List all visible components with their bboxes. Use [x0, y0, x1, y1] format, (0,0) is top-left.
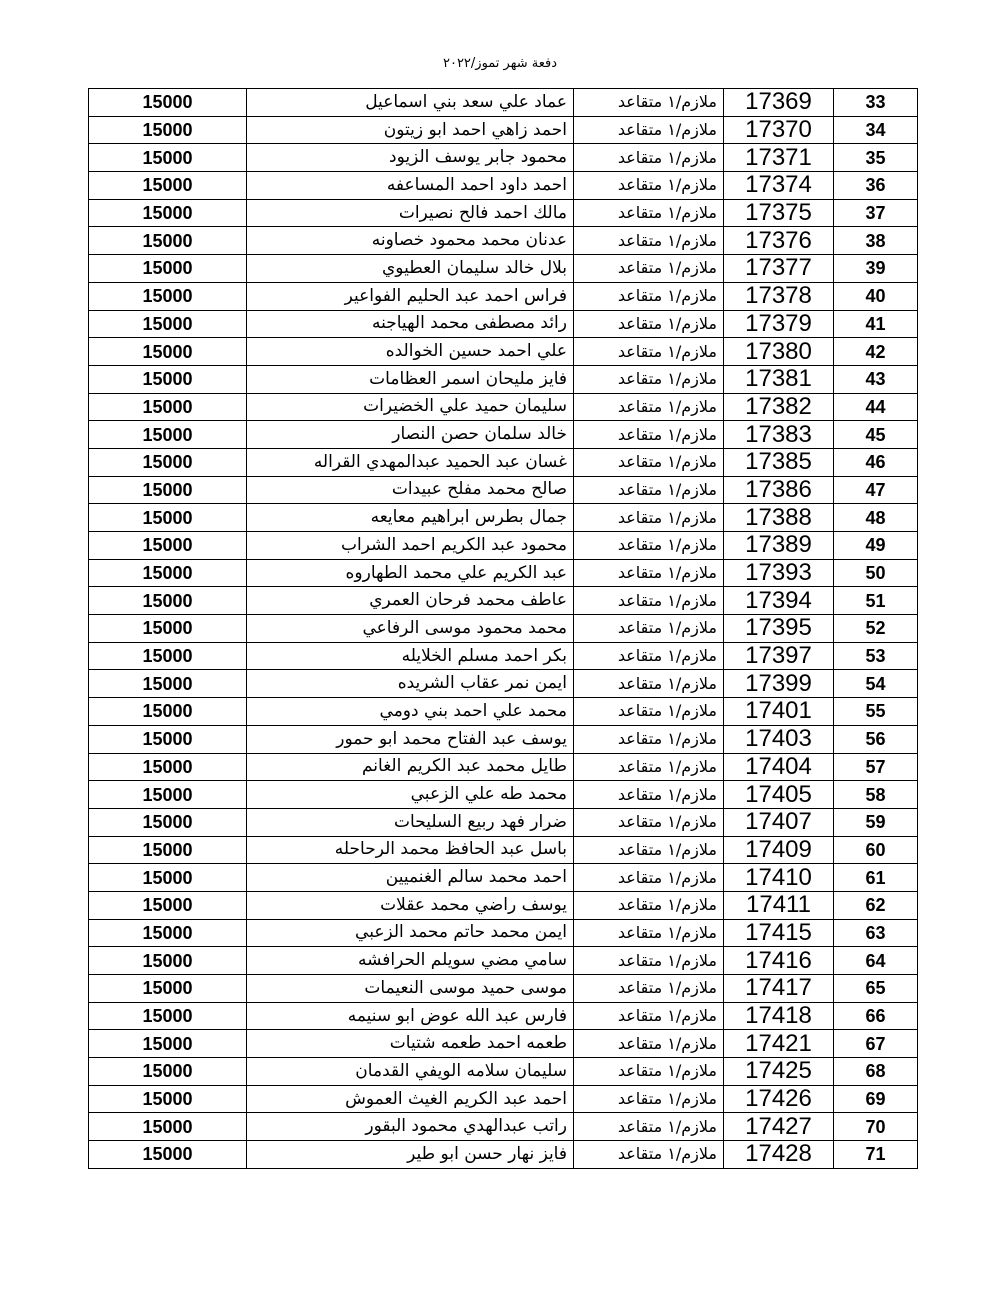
table-row [89, 919, 918, 947]
row-number-cell: 58 [834, 781, 918, 809]
full-name-cell: احمد محمد سالم الغنميين [247, 864, 574, 892]
full-name-cell: ايمن نمر عقاب الشريده [247, 670, 574, 698]
full-name-cell: احمد داود احمد المساعفه [247, 172, 574, 200]
rank-cell: ملازم/١ متقاعد [574, 116, 724, 144]
table-row [89, 476, 918, 504]
row-number-cell: 67 [834, 1030, 918, 1058]
rank-cell: ملازم/١ متقاعد [574, 753, 724, 781]
row-number-cell: 61 [834, 864, 918, 892]
service-number-cell: 17379 [724, 310, 834, 338]
row-number-cell: 43 [834, 365, 918, 393]
rank-cell: ملازم/١ متقاعد [574, 587, 724, 615]
full-name-cell: فايز نهار حسن ابو طير [247, 1141, 574, 1169]
table-row [89, 1002, 918, 1030]
rank-cell: ملازم/١ متقاعد [574, 255, 724, 283]
amount-cell: 15000 [89, 725, 247, 753]
service-number-cell: 17371 [724, 144, 834, 172]
table-row [89, 1058, 918, 1086]
rank-cell: ملازم/١ متقاعد [574, 864, 724, 892]
rank-cell: ملازم/١ متقاعد [574, 504, 724, 532]
table-row [89, 172, 918, 200]
table-row [89, 587, 918, 615]
amount-cell: 15000 [89, 421, 247, 449]
full-name-cell: محمد محمود موسى الرفاعي [247, 615, 574, 643]
table-row [89, 255, 918, 283]
rank-cell: ملازم/١ متقاعد [574, 891, 724, 919]
full-name-cell: بكر احمد مسلم الخلايله [247, 642, 574, 670]
service-number-cell: 17426 [724, 1085, 834, 1113]
table-row [89, 504, 918, 532]
rank-cell: ملازم/١ متقاعد [574, 227, 724, 255]
full-name-cell: يوسف راضي محمد عقلات [247, 891, 574, 919]
full-name-cell: جمال بطرس ابراهيم معايعه [247, 504, 574, 532]
row-number-cell: 41 [834, 310, 918, 338]
table-row [89, 532, 918, 560]
service-number-cell: 17427 [724, 1113, 834, 1141]
rank-cell: ملازم/١ متقاعد [574, 670, 724, 698]
rank-cell: ملازم/١ متقاعد [574, 559, 724, 587]
rank-cell: ملازم/١ متقاعد [574, 836, 724, 864]
full-name-cell: علي احمد حسين الخوالده [247, 338, 574, 366]
service-number-cell: 17397 [724, 642, 834, 670]
full-name-cell: سليمان حميد علي الخضيرات [247, 393, 574, 421]
service-number-cell: 17399 [724, 670, 834, 698]
service-number-cell: 17409 [724, 836, 834, 864]
full-name-cell: خالد سلمان حصن النصار [247, 421, 574, 449]
amount-cell: 15000 [89, 365, 247, 393]
rank-cell: ملازم/١ متقاعد [574, 698, 724, 726]
amount-cell: 15000 [89, 919, 247, 947]
rank-cell: ملازم/١ متقاعد [574, 808, 724, 836]
service-number-cell: 17382 [724, 393, 834, 421]
rank-cell: ملازم/١ متقاعد [574, 1058, 724, 1086]
row-number-cell: 51 [834, 587, 918, 615]
row-number-cell: 69 [834, 1085, 918, 1113]
rank-cell: ملازم/١ متقاعد [574, 1113, 724, 1141]
full-name-cell: عبد الكريم علي محمد الطهاروه [247, 559, 574, 587]
table-row [89, 642, 918, 670]
rank-cell: ملازم/١ متقاعد [574, 642, 724, 670]
full-name-cell: عدنان محمد محمود خصاونه [247, 227, 574, 255]
amount-cell: 15000 [89, 1030, 247, 1058]
amount-cell: 15000 [89, 1085, 247, 1113]
amount-cell: 15000 [89, 172, 247, 200]
row-number-cell: 53 [834, 642, 918, 670]
rank-cell: ملازم/١ متقاعد [574, 781, 724, 809]
row-number-cell: 55 [834, 698, 918, 726]
rank-cell: ملازم/١ متقاعد [574, 421, 724, 449]
table-row [89, 698, 918, 726]
full-name-cell: يوسف عبد الفتاح محمد ابو حمور [247, 725, 574, 753]
table-row [89, 1085, 918, 1113]
service-number-cell: 17415 [724, 919, 834, 947]
table-row [89, 421, 918, 449]
roster-body [89, 89, 918, 1169]
row-number-cell: 50 [834, 559, 918, 587]
row-number-cell: 59 [834, 808, 918, 836]
rank-cell: ملازم/١ متقاعد [574, 947, 724, 975]
rank-cell: ملازم/١ متقاعد [574, 1030, 724, 1058]
table-row [89, 808, 918, 836]
amount-cell: 15000 [89, 89, 247, 117]
table-row [89, 836, 918, 864]
row-number-cell: 56 [834, 725, 918, 753]
full-name-cell: محمود جابر يوسف الزيود [247, 144, 574, 172]
full-name-cell: عماد علي سعد بني اسماعيل [247, 89, 574, 117]
table-row [89, 282, 918, 310]
amount-cell: 15000 [89, 1058, 247, 1086]
row-number-cell: 49 [834, 532, 918, 560]
full-name-cell: احمد زاهي احمد ابو زيتون [247, 116, 574, 144]
amount-cell: 15000 [89, 891, 247, 919]
service-number-cell: 17388 [724, 504, 834, 532]
row-number-cell: 60 [834, 836, 918, 864]
row-number-cell: 63 [834, 919, 918, 947]
amount-cell: 15000 [89, 1113, 247, 1141]
table-row [89, 1030, 918, 1058]
table-row [89, 781, 918, 809]
full-name-cell: ضرار فهد ربيع السليحات [247, 808, 574, 836]
amount-cell: 15000 [89, 338, 247, 366]
payment-roster-table [88, 88, 918, 1169]
row-number-cell: 47 [834, 476, 918, 504]
amount-cell: 15000 [89, 504, 247, 532]
rank-cell: ملازم/١ متقاعد [574, 144, 724, 172]
service-number-cell: 17389 [724, 532, 834, 560]
rank-cell: ملازم/١ متقاعد [574, 919, 724, 947]
service-number-cell: 17404 [724, 753, 834, 781]
full-name-cell: بلال خالد سليمان العطيوي [247, 255, 574, 283]
amount-cell: 15000 [89, 227, 247, 255]
service-number-cell: 17403 [724, 725, 834, 753]
amount-cell: 15000 [89, 559, 247, 587]
amount-cell: 15000 [89, 310, 247, 338]
amount-cell: 15000 [89, 615, 247, 643]
amount-cell: 15000 [89, 781, 247, 809]
rank-cell: ملازم/١ متقاعد [574, 365, 724, 393]
row-number-cell: 35 [834, 144, 918, 172]
table-row [89, 393, 918, 421]
rank-cell: ملازم/١ متقاعد [574, 532, 724, 560]
service-number-cell: 17381 [724, 365, 834, 393]
table-row [89, 975, 918, 1003]
rank-cell: ملازم/١ متقاعد [574, 975, 724, 1003]
service-number-cell: 17405 [724, 781, 834, 809]
rank-cell: ملازم/١ متقاعد [574, 725, 724, 753]
row-number-cell: 65 [834, 975, 918, 1003]
amount-cell: 15000 [89, 199, 247, 227]
amount-cell: 15000 [89, 753, 247, 781]
full-name-cell: محمود عبد الكريم احمد الشراب [247, 532, 574, 560]
row-number-cell: 44 [834, 393, 918, 421]
row-number-cell: 34 [834, 116, 918, 144]
service-number-cell: 17369 [724, 89, 834, 117]
rank-cell: ملازم/١ متقاعد [574, 199, 724, 227]
service-number-cell: 17411 [724, 891, 834, 919]
row-number-cell: 45 [834, 421, 918, 449]
row-number-cell: 70 [834, 1113, 918, 1141]
table-row [89, 670, 918, 698]
row-number-cell: 46 [834, 448, 918, 476]
row-number-cell: 40 [834, 282, 918, 310]
table-row [89, 725, 918, 753]
service-number-cell: 17374 [724, 172, 834, 200]
row-number-cell: 48 [834, 504, 918, 532]
table-row [89, 227, 918, 255]
full-name-cell: ايمن محمد حاتم محمد الزعبي [247, 919, 574, 947]
row-number-cell: 64 [834, 947, 918, 975]
service-number-cell: 17428 [724, 1141, 834, 1169]
row-number-cell: 52 [834, 615, 918, 643]
row-number-cell: 57 [834, 753, 918, 781]
amount-cell: 15000 [89, 116, 247, 144]
amount-cell: 15000 [89, 975, 247, 1003]
service-number-cell: 17410 [724, 864, 834, 892]
service-number-cell: 17377 [724, 255, 834, 283]
full-name-cell: فارس عبد الله عوض ابو سنيمه [247, 1002, 574, 1030]
service-number-cell: 17418 [724, 1002, 834, 1030]
row-number-cell: 71 [834, 1141, 918, 1169]
rank-cell: ملازم/١ متقاعد [574, 1141, 724, 1169]
service-number-cell: 17407 [724, 808, 834, 836]
service-number-cell: 17395 [724, 615, 834, 643]
rank-cell: ملازم/١ متقاعد [574, 338, 724, 366]
row-number-cell: 39 [834, 255, 918, 283]
table-row [89, 89, 918, 117]
row-number-cell: 38 [834, 227, 918, 255]
service-number-cell: 17383 [724, 421, 834, 449]
rank-cell: ملازم/١ متقاعد [574, 1085, 724, 1113]
amount-cell: 15000 [89, 1002, 247, 1030]
full-name-cell: احمد عبد الكريم الغيث العموش [247, 1085, 574, 1113]
service-number-cell: 17417 [724, 975, 834, 1003]
amount-cell: 15000 [89, 1141, 247, 1169]
amount-cell: 15000 [89, 642, 247, 670]
full-name-cell: عاطف محمد فرحان العمري [247, 587, 574, 615]
row-number-cell: 68 [834, 1058, 918, 1086]
service-number-cell: 17376 [724, 227, 834, 255]
service-number-cell: 17386 [724, 476, 834, 504]
table-row [89, 615, 918, 643]
service-number-cell: 17370 [724, 116, 834, 144]
table-row [89, 199, 918, 227]
service-number-cell: 17421 [724, 1030, 834, 1058]
rank-cell: ملازم/١ متقاعد [574, 89, 724, 117]
amount-cell: 15000 [89, 864, 247, 892]
amount-cell: 15000 [89, 448, 247, 476]
service-number-cell: 17375 [724, 199, 834, 227]
table-row [89, 947, 918, 975]
table-row [89, 1113, 918, 1141]
table-row [89, 144, 918, 172]
amount-cell: 15000 [89, 476, 247, 504]
table-row [89, 338, 918, 366]
rank-cell: ملازم/١ متقاعد [574, 615, 724, 643]
rank-cell: ملازم/١ متقاعد [574, 476, 724, 504]
row-number-cell: 36 [834, 172, 918, 200]
rank-cell: ملازم/١ متقاعد [574, 310, 724, 338]
rank-cell: ملازم/١ متقاعد [574, 393, 724, 421]
amount-cell: 15000 [89, 255, 247, 283]
service-number-cell: 17416 [724, 947, 834, 975]
service-number-cell: 17401 [724, 698, 834, 726]
amount-cell: 15000 [89, 698, 247, 726]
table-row [89, 448, 918, 476]
amount-cell: 15000 [89, 587, 247, 615]
table-row [89, 365, 918, 393]
rank-cell: ملازم/١ متقاعد [574, 172, 724, 200]
full-name-cell: مالك احمد فالح نصيرات [247, 199, 574, 227]
row-number-cell: 62 [834, 891, 918, 919]
table-row [89, 559, 918, 587]
full-name-cell: موسى حميد موسى النعيمات [247, 975, 574, 1003]
full-name-cell: طايل محمد عبد الكريم الغانم [247, 753, 574, 781]
service-number-cell: 17378 [724, 282, 834, 310]
page-title: دفعة شهر تموز/٢٠٢٢ [442, 56, 557, 71]
service-number-cell: 17394 [724, 587, 834, 615]
table-row [89, 116, 918, 144]
full-name-cell: رائد مصطفى محمد الهياجنه [247, 310, 574, 338]
amount-cell: 15000 [89, 282, 247, 310]
full-name-cell: محمد علي احمد بني دومي [247, 698, 574, 726]
amount-cell: 15000 [89, 532, 247, 560]
full-name-cell: فايز مليحان اسمر العظامات [247, 365, 574, 393]
full-name-cell: باسل عبد الحافظ محمد الرحاحله [247, 836, 574, 864]
table-row [89, 1141, 918, 1169]
amount-cell: 15000 [89, 947, 247, 975]
full-name-cell: طعمه احمد طعمه شتيات [247, 1030, 574, 1058]
full-name-cell: فراس احمد عبد الحليم الفواعير [247, 282, 574, 310]
full-name-cell: سامي مضي سويلم الحرافشه [247, 947, 574, 975]
row-number-cell: 37 [834, 199, 918, 227]
amount-cell: 15000 [89, 808, 247, 836]
amount-cell: 15000 [89, 836, 247, 864]
table-row [89, 753, 918, 781]
amount-cell: 15000 [89, 670, 247, 698]
service-number-cell: 17385 [724, 448, 834, 476]
amount-cell: 15000 [89, 393, 247, 421]
row-number-cell: 42 [834, 338, 918, 366]
rank-cell: ملازم/١ متقاعد [574, 448, 724, 476]
service-number-cell: 17393 [724, 559, 834, 587]
table-row [89, 891, 918, 919]
table-row [89, 310, 918, 338]
service-number-cell: 17380 [724, 338, 834, 366]
full-name-cell: سليمان سلامه الويفي القدمان [247, 1058, 574, 1086]
service-number-cell: 17425 [724, 1058, 834, 1086]
row-number-cell: 54 [834, 670, 918, 698]
full-name-cell: راتب عبدالهدي محمود البقور [247, 1113, 574, 1141]
table-row [89, 864, 918, 892]
row-number-cell: 33 [834, 89, 918, 117]
full-name-cell: صالح محمد مفلح عبيدات [247, 476, 574, 504]
amount-cell: 15000 [89, 144, 247, 172]
full-name-cell: محمد طه علي الزعبي [247, 781, 574, 809]
rank-cell: ملازم/١ متقاعد [574, 282, 724, 310]
rank-cell: ملازم/١ متقاعد [574, 1002, 724, 1030]
row-number-cell: 66 [834, 1002, 918, 1030]
full-name-cell: غسان عبد الحميد عبدالمهدي القراله [247, 448, 574, 476]
